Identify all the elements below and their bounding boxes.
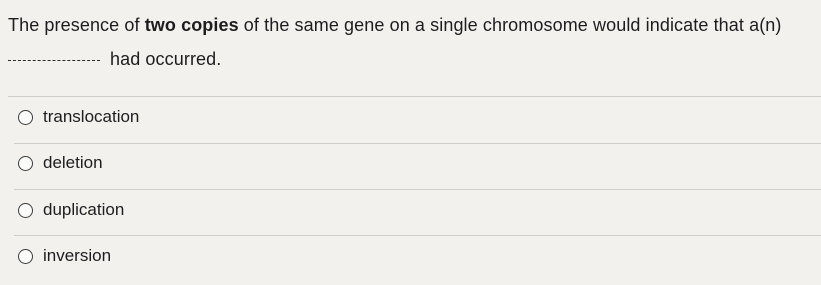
radio-button[interactable] [18,203,33,218]
option-translocation[interactable] [18,106,139,128]
option-label: translocation [43,107,140,126]
divider [14,189,821,190]
question-line-2 [8,44,816,74]
radio-button[interactable] [18,110,33,125]
question-text [8,10,816,74]
answer-blank [8,59,100,61]
question-suffix: had occurred. [110,49,222,69]
divider [14,143,821,144]
option-label: inversion [43,246,112,265]
radio-button[interactable] [18,156,33,171]
option-label: duplication [43,200,125,219]
option-inversion[interactable] [18,245,111,267]
option-duplication[interactable] [18,199,124,221]
divider [8,96,821,97]
question-middle: of the same gene on a single chromosome would indicate that a(n) [238,15,782,35]
question-emphasis: two copies [144,15,239,35]
question-line-1 [8,10,816,40]
option-deletion[interactable] [18,152,103,174]
question-prefix: The presence of [8,15,145,35]
radio-button[interactable] [18,249,33,264]
divider [14,235,821,236]
option-label: deletion [43,153,103,172]
